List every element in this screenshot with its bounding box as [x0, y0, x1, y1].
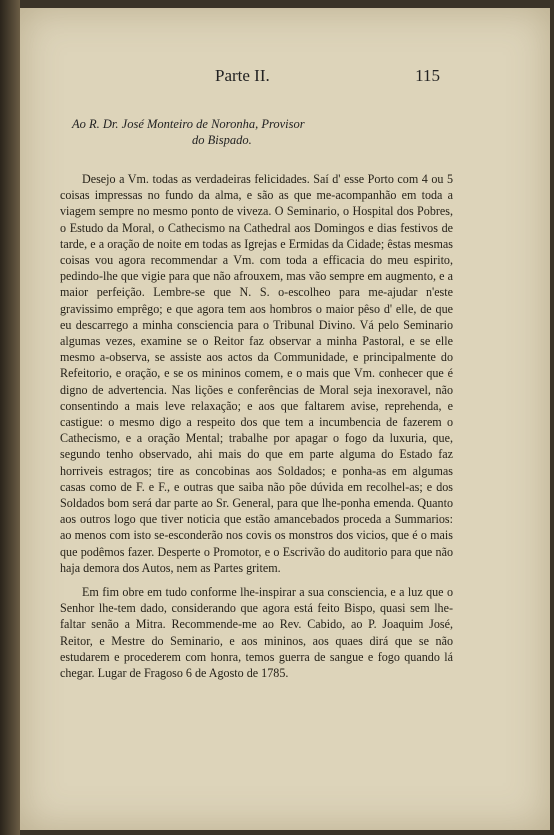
letter-heading	[60, 116, 455, 148]
running-title: Parte II.	[215, 66, 270, 85]
book-gutter-edge	[0, 0, 20, 835]
page-number: 115	[415, 66, 440, 85]
letter-body	[60, 171, 453, 681]
paragraph-2: Em fim obre em tudo conforme lhe-inspirar a sua consciencia, e a luz que o Senhor lhe-tem dado, considerando que agora está feito Bispo, quasi sem lhe-faltar senão a Mitra. Recommende-me ao Rev. Cabido, ao P. Joaquim José, Reitor, e Mestre do Seminario, e aos mininos, aos quaes dirá que se não estudarem e procederem com honra, temos guerra de sangue e fogo quando lá chegar. Lugar de Fragoso 6 de Agosto de 1785.	[60, 585, 453, 681]
heading-line-2: do Bispado.	[192, 133, 252, 147]
heading-line-1: Ao R. Dr. José Monteiro de Noronha, Provisor	[72, 117, 305, 131]
page-header	[60, 66, 440, 90]
paragraph-1: Desejo a Vm. todas as verdadeiras felicidades. Saí d' esse Porto com 4 ou 5 coisas impressas no fundo da alma, e são as que me-acompanhão em toda a viagem sempre no mesmo ponto de viveza. O Seminario, o Hospital dos Pobres, o Estudo da Moral, o Cathecismo na Cathedral aos Domingos e dias festivos de tarde, e a oração de noite em todas as Igrejas e Ermidas da Cidade; êstas mesmas coisas vou agora recommendar a Vm. com toda a efficacia do meu espirito, pedindo-lhe que vigie para que não afrouxem, mas vão sempre em augmento, e a maior perfeição. Lembre-se que N. S. o-escolheo para me-ajudar n'este gravissimo emprêgo; e que agora tem aos hombros o maior pêso d' elle, de que eu descarrego a minha consciencia para o Tribunal Divino. Vá pelo Seminario algumas vezes, examine se o Reitor faz observar a minha Pastoral, e se elle mesmo a-observa, se assiste aos actos da Communidade, e principalmente do Refeitorio, e oração, e se os mininos comem, e o mais que Vm. conhecer que é digno de advertencia. Nas lições e conferências de Moral seja inexoravel, não consentindo a mais leve relaxação; e aos que faltarem avise, reprehenda, e castigue: o mesmo digo a respeito dos que tem a incumbencia de fazerem o Cathecismo, e a oração Mental; trabalhe por apagar o fogo da luxuria, que, segundo tenho observado, ahi mais do que em parte alguma do Estado faz horriveis estragos; tire as concobinas aos Soldados; e ponha-as em algumas casas como de F. e F., e outras que saiba não põe dúvida em recolhel-as; e dos Soldados bom será dar parte ao Sr. General, para que lhe-ponha emenda. Quanto aos outros logo que tiver noticia que estão amancebados proceda a Summarios: ao menos com isto se-esconderão nos covis os monstros dos vicios, que é o mais que podêmos fazer. Desperte o Promotor, e o Escrivão do auditorio para que não haja demora dos Autos, nem as Partes gritem.	[60, 172, 453, 575]
